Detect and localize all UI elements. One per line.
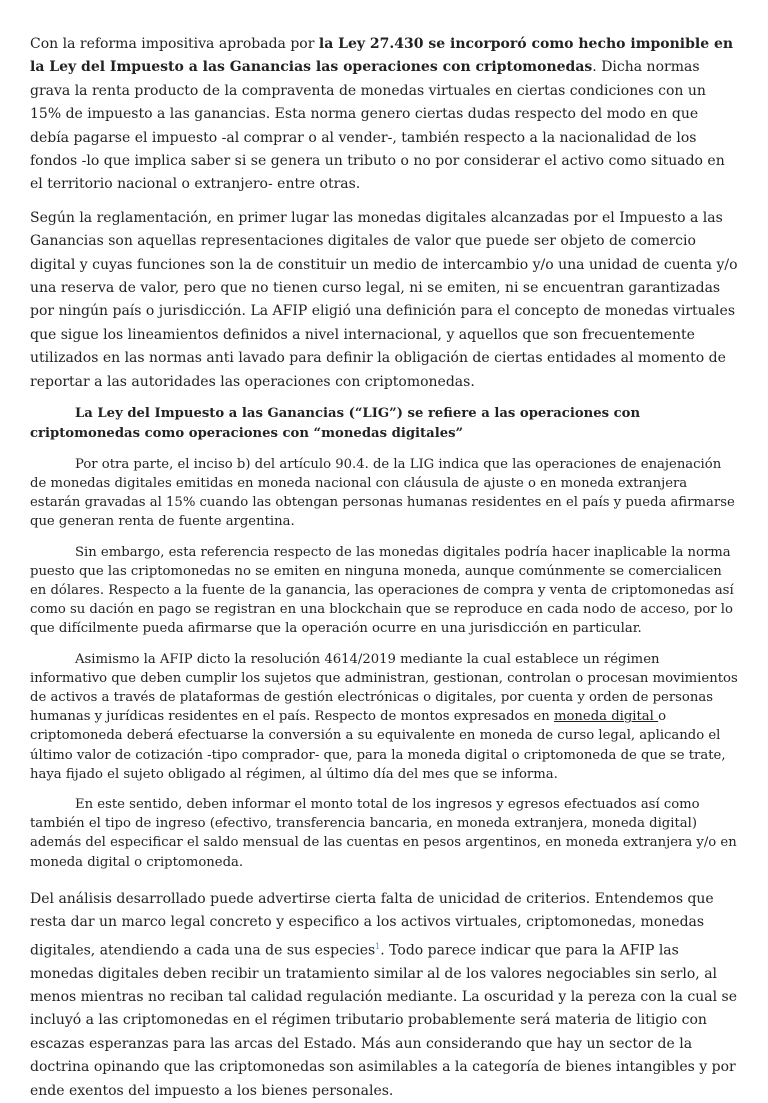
- paragraph-resolucion-text: Asimismo la AFIP dicto la resolución 4614/2019 mediante la cual establece un régimen informativo que deben cumplir los sujetos que administran, gestionan, controlan o procesan movimientos de activos a través de plataformas de gestión electrónicas o digitales, por cuenta y orden de personas humanas y jurídicas residentes en el país. Respecto de montos expresados en: [30, 651, 738, 725]
- footnote-link[interactable]: 1: [375, 941, 381, 951]
- paragraph-informar: En este sentido, deben informar el monto total de los ingresos y egresos efectuados así como también el tipo de ingreso (efectivo, transferencia bancaria, en moneda extranjera, moneda digital) además del especificar el saldo mensual de las cuentas en pesos argentinos, en moneda extranjera y/o en moneda digital o criptomoneda.: [30, 796, 737, 870]
- document-body: [30, 33, 740, 1103]
- moneda-digital-link[interactable]: moneda digital: [553, 709, 659, 725]
- paragraph-sin-embargo: Sin embargo, esta referencia respecto de las monedas digitales podría hacer inaplicable la norma puesto que las criptomonedas no se emiten en ninguna moneda, aunque comúnmente se comercialicen en dólares. Respecto a la fuente de la ganancia, las operaciones de compra y venta de criptomonedas así como su dación en pago se registran en una blockchain que se reproduce en cada nodo de acceso, por lo que difícilmente pueda afirmarse que la operación ocurre en una jurisdicción en particular.: [30, 544, 734, 637]
- paragraph-conclusion-text: Del análisis desarrollado puede advertirse cierta falta de unicidad de criterios. Entendemos que resta dar un marco legal concreto y especifico a los activos virtuales, criptomonedas, monedas digitales, atendiendo a cada una de sus especies: [30, 890, 714, 959]
- paragraph-intro-text: Con la reforma impositiva aprobada por: [30, 36, 319, 52]
- paragraph-intro: [30, 33, 740, 197]
- paragraph-conclusion: [30, 888, 740, 1103]
- paragraph-intro-bold: la Ley 27.430 se incorporó como hecho imponible en la Ley del Impuesto a las Ganancias las operaciones con criptomonedas: [30, 36, 734, 76]
- paragraph-inciso: Por otra parte, el inciso b) del artículo 90.4. de la LIG indica que las operaciones de enajenación de monedas digitales emitidas en moneda nacional con cláusula de ajuste o en moneda extranjera estarán gravadas al 15% cuando las obtengan personas humanas residentes en el país y pueda afirmarse que generan renta de fuente argentina.: [30, 456, 735, 530]
- paragraph-intro-rest: . Dicha normas grava la renta producto de la compraventa de monedas virtuales en ciertas condiciones con un 15% de impuesto a las ganancias. Esta norma genero ciertas dudas respecto del modo en que debía pagarse el impuesto -al comprar o al vender-, también respecto a la nacionalidad de los fondos -lo que implica saber si se genera un tributo o no por considerar el activo como situado en el territorio nacional o extranjero- entre otras.: [30, 59, 725, 193]
- paragraph-resolucion: [30, 650, 740, 784]
- paragraph-conclusion-rest: . Todo parece indicar que para la AFIP las monedas digitales deben recibir un tratamiento similar al de los valores negociables sin serlo, al menos mientras no reciban tal calidad regulación mediante. La oscuridad y la pereza con la cual se incluyó a las criptomonedas en el régimen tributario probablemente será materia de litigio con escazas esperanzas para las arcas del Estado. Más aun considerando que hay un sector de la doctrina opinando que las criptomonedas son asimilables a la categoría de bienes intangibles y por ende exentos del impuesto a los bienes personales.: [30, 942, 737, 1099]
- paragraph-reglamentacion: Según la reglamentación, en primer lugar las monedas digitales alcanzadas por el Impuesto a las Ganancias son aquellas representaciones digitales de valor que puede ser objeto de comercio digital y cuyas funciones son la de constituir un medio de intercambio y/o una unidad de cuenta y/o una reserva de valor, pero que no tienen curso legal, ni se emiten, ni se encuentran garantizadas por ningún país o jurisdicción. La AFIP eligió una definición para el concepto de monedas virtuales que sigue los lineamientos definidos a nivel internacional, y aquellos que son frecuentemente utilizados en las normas anti lavado para definir la obligación de ciertas entidades al momento de reportar a las autoridades las operaciones con criptomonedas.: [30, 209, 738, 390]
- paragraph-resolucion-rest: o criptomoneda deberá efectuarse la conversión a su equivalente en moneda de curso legal, aplicando el último valor de cotización -tipo comprador- que, para la moneda digital o criptomoneda de que se trate, haya fijado el sujeto obligado al régimen, al último día del mes que se informa.: [30, 709, 726, 782]
- section-heading: La Ley del Impuesto a las Ganancias (“LIG”) se refiere a las operaciones con criptomonedas como operaciones con “monedas digitales”: [30, 406, 641, 441]
